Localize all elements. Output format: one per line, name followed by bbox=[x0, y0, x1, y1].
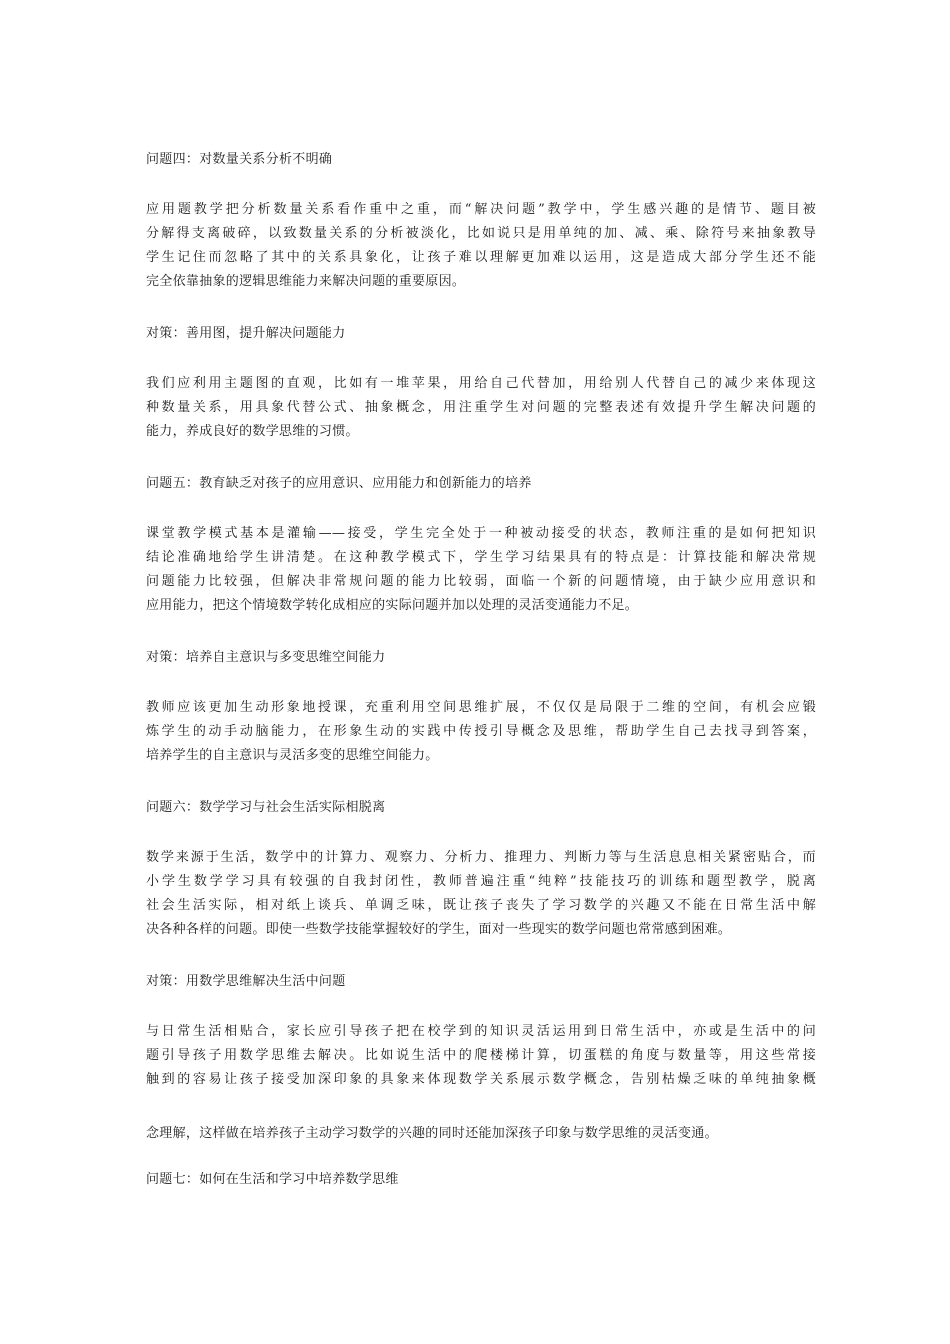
heading-strategy-4: 对策：善用图，提升解决问题能力 bbox=[146, 326, 346, 341]
paragraph-strategy-6-continued: 念理解，这样做在培养孩子主动学习数学的兴趣的同时还能加深孩子印象与数学思维的灵活变通。 bbox=[146, 1126, 718, 1141]
paragraph-strategy-6: 与日常生活相贴合，家长应引导孩子把在校学到的知识灵活运用到日常生活中，亦或是生活中的问 题引导孩子用数学思维去解决。比如说生活中的爬楼梯计算，切蛋糕的角度与数量等，用这些常接 触到的容易让孩子接受加深印象的具象来体现数学关系展示数学概念，告别枯燥乏味的单纯抽象概 bbox=[146, 1024, 816, 1087]
heading-problem-5: 问题五：教育缺乏对孩子的应用意识、应用能力和创新能力的培养 bbox=[146, 476, 532, 491]
heading-strategy-6: 对策：用数学思维解决生活中问题 bbox=[146, 974, 346, 989]
document-page bbox=[146, 0, 816, 1344]
paragraph-strategy-5: 教师应该更加生动形象地授课，充重利用空间思维扩展，不仅仅是局限于二维的空间，有机会应锻 炼学生的动手动脑能力，在形象生动的实践中传授引导概念及思维，帮助学生自己去找寻到答案， 培养学生的自主意识与灵活多变的思维空间能力。 bbox=[146, 700, 816, 763]
paragraph-problem-4: 应用题教学把分析数量关系看作重中之重，而“解决问题”教学中，学生感兴趣的是情节、题目被 分解得支离破碎，以致数量关系的分析被淡化，比如说只是用单纯的加、减、乘、除符号来抽象教导 学生记住而忽略了其中的关系具象化，让孩子难以理解更加难以运用，这是造成大部分学生还不能 完全依靠抽象的逻辑思维能力来解决问题的重要原因。 bbox=[146, 202, 816, 289]
paragraph-problem-6: 数学来源于生活，数学中的计算力、观察力、分析力、推理力、判断力等与生活息息相关紧密贴合，而 小学生数学学习具有较强的自我封闭性，教师普遍注重“纯粹”技能技巧的训练和题型教学，脱离 社会生活实际，相对纸上谈兵、单调乏味，既让孩子丧失了学习数学的兴趣又不能在日常生活中解 决各种各样的问题。即使一些数学技能掌握较好的学生，面对一些现实的数学问题也常常感到困难。 bbox=[146, 850, 816, 937]
heading-strategy-5: 对策：培养自主意识与多变思维空间能力 bbox=[146, 650, 386, 665]
paragraph-problem-5: 课堂教学模式基本是灌输——接受，学生完全处于一种被动接受的状态，教师注重的是如何把知识 结论准确地给学生讲清楚。在这种教学模式下，学生学习结果具有的特点是：计算技能和解决常规 问题能力比较强，但解决非常规问题的能力比较弱，面临一个新的问题情境，由于缺少应用意识和 应用能力，把这个情境数学转化成相应的实际问题并加以处理的灵活变通能力不足。 bbox=[146, 526, 816, 613]
heading-problem-6: 问题六：数学学习与社会生活实际相脱离 bbox=[146, 800, 386, 815]
heading-problem-4: 问题四：对数量关系分析不明确 bbox=[146, 152, 333, 167]
paragraph-strategy-4: 我们应利用主题图的直观，比如有一堆苹果，用给自己代替加，用给别人代替自己的减少来体现这 种数量关系，用具象代替公式、抽象概念，用注重学生对问题的完整表述有效提升学生解决问题的 能力，养成良好的数学思维的习惯。 bbox=[146, 376, 816, 439]
heading-problem-7: 问题七：如何在生活和学习中培养数学思维 bbox=[146, 1172, 399, 1187]
